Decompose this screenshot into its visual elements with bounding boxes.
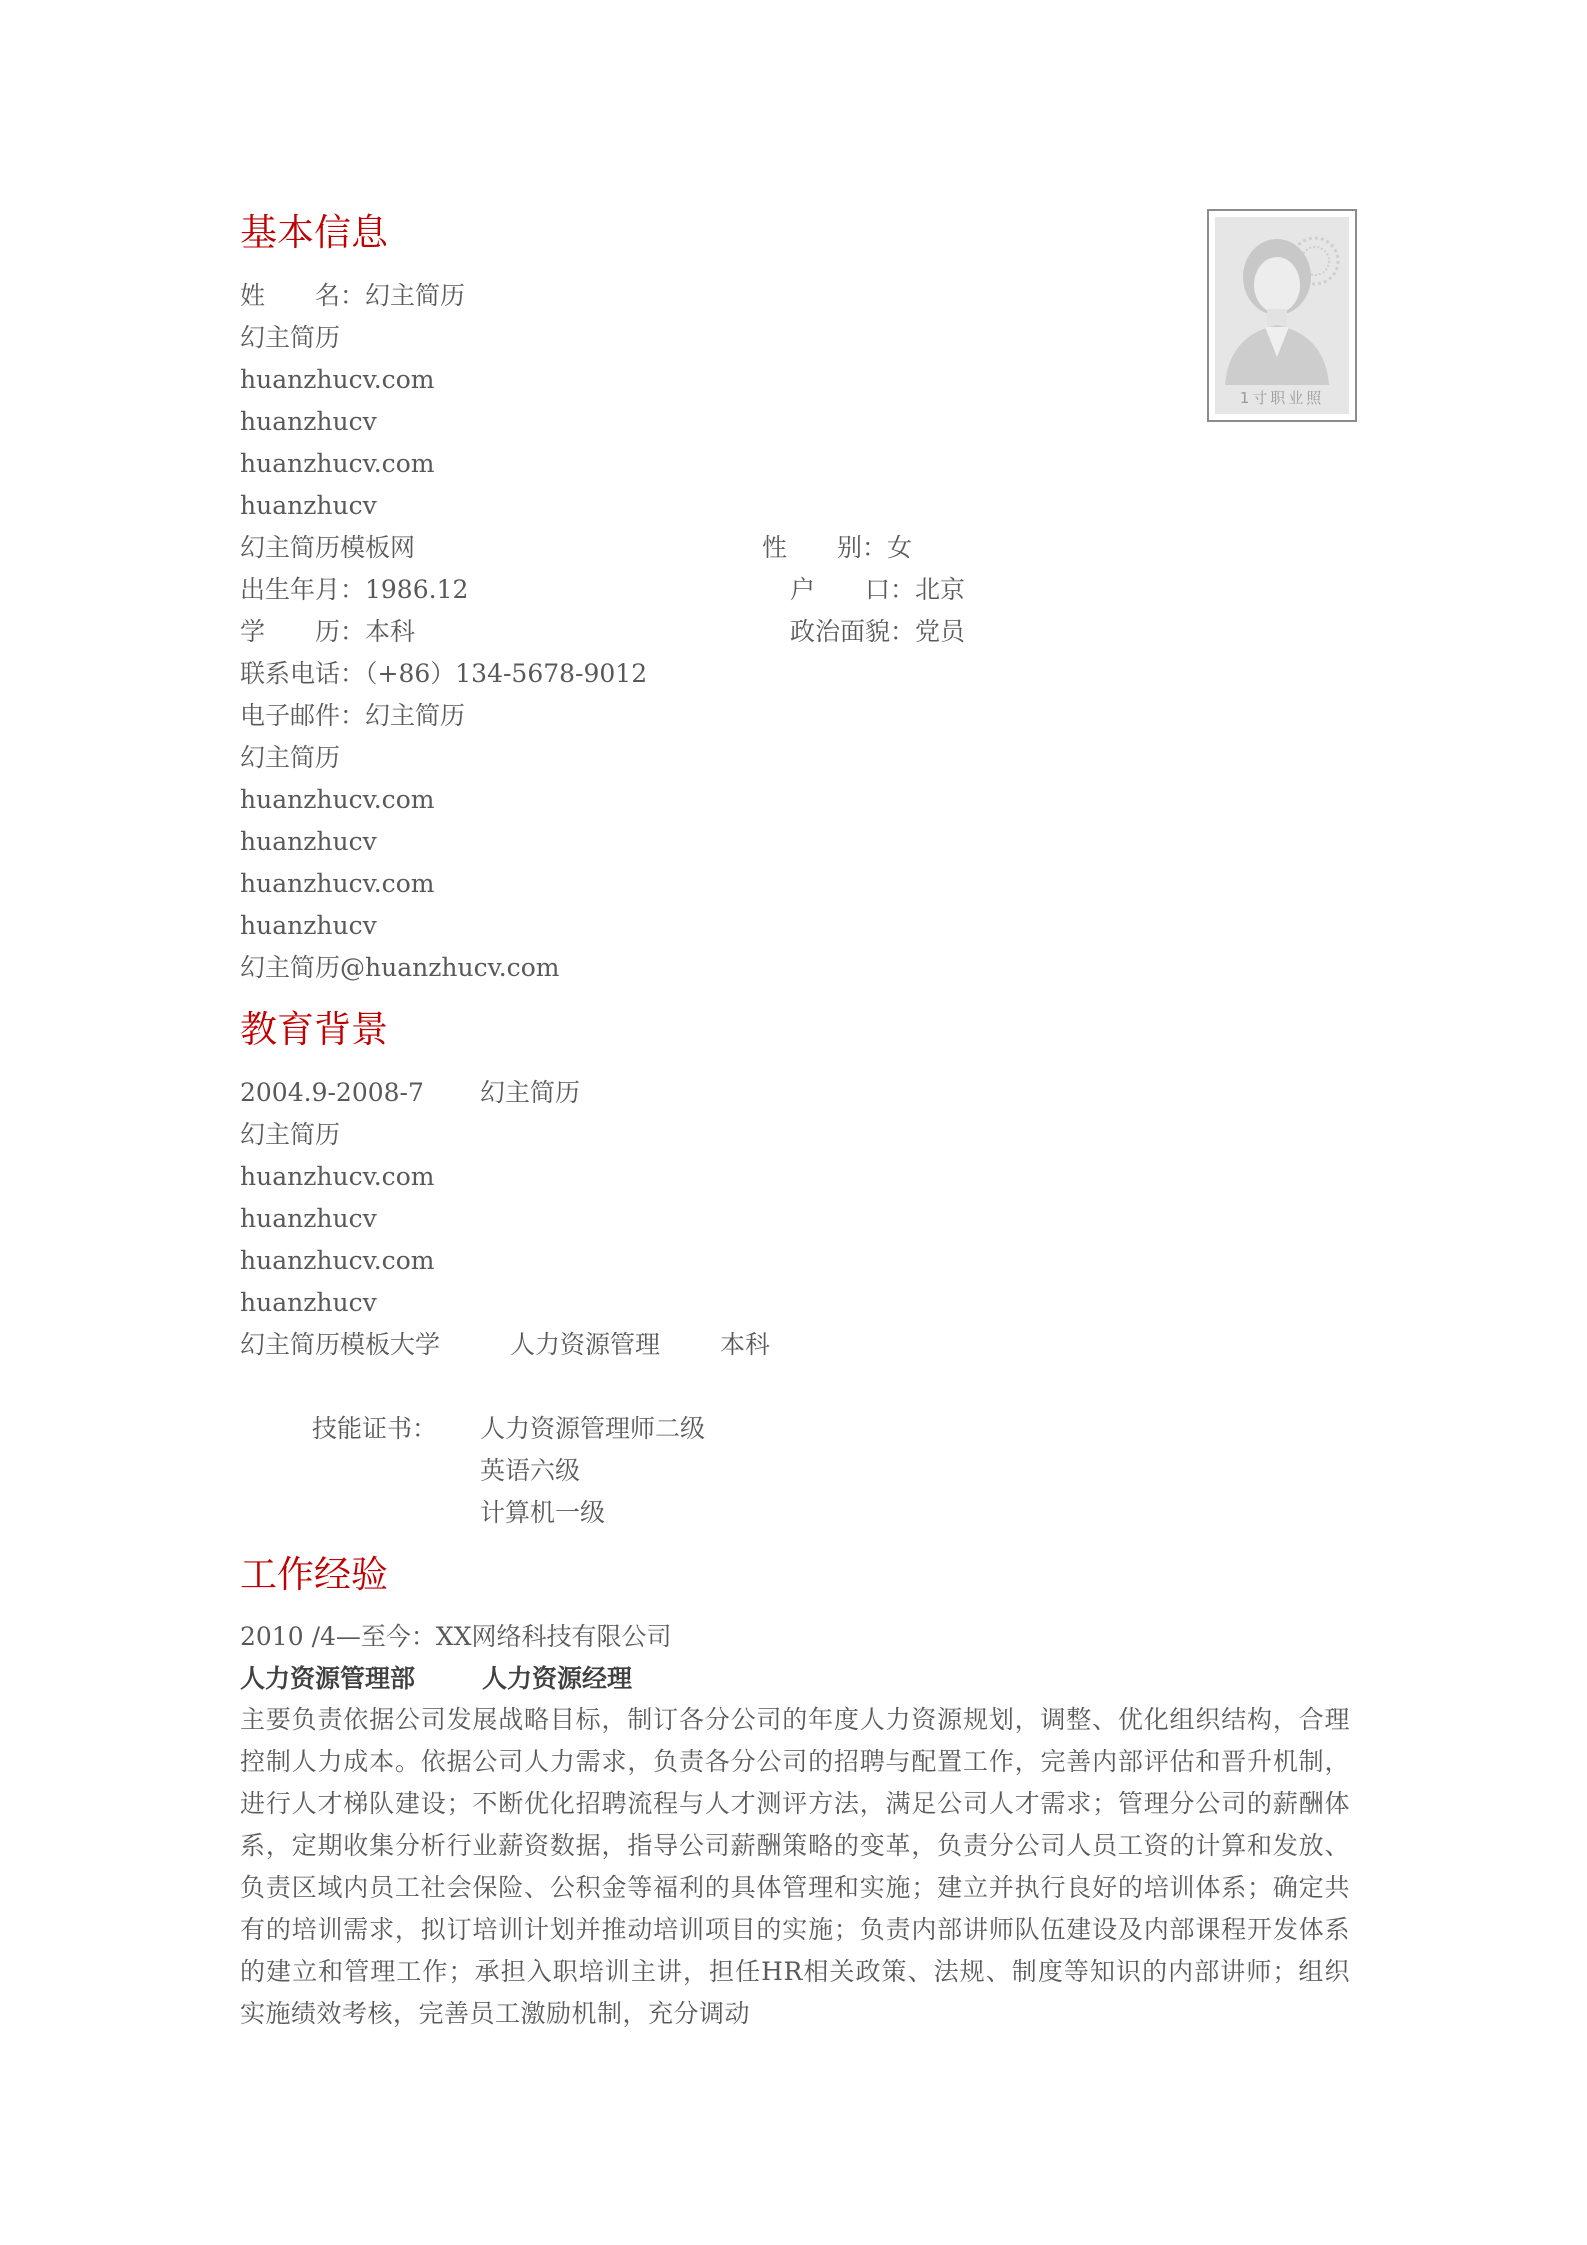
email-field: 电子邮件：幻主简历 [240, 701, 466, 730]
email-line: huanzhucv.com [240, 869, 435, 898]
basic-line: huanzhucv [240, 491, 377, 520]
work-title: 人力资源经理 [482, 1664, 633, 1693]
edu-school: 幻主简历模板大学 [240, 1330, 441, 1359]
edu-major: 人力资源管理 [510, 1330, 661, 1359]
section-heading-work: 工作经验 [240, 1553, 388, 1596]
work-department: 人力资源管理部 [240, 1664, 416, 1693]
basic-line: huanzhucv.com [240, 365, 435, 394]
edu-line: huanzhucv.com [240, 1162, 435, 1191]
gender-field: 性 别：女 [762, 533, 913, 562]
edu-line: huanzhucv [240, 1288, 377, 1317]
section-heading-basic-info: 基本信息 [240, 211, 388, 254]
photo-caption: 1寸职业照 [1239, 389, 1325, 407]
basic-line: 幻主简历 [240, 323, 341, 352]
phone-field: 联系电话：（+86）134-5678-9012 [240, 659, 648, 688]
cert-item: 英语六级 [480, 1456, 581, 1485]
work-description: 主要负责依据公司发展战略目标，制订各分公司的年度人力资源规划，调整、优化组织结构，合理控制人力成本。依据公司人力需求，负责各分公司的招聘与配置工作，完善内部评估和晋升机制，进行人才梯队建设；不断优化招聘流程与人才测评方法，满足公司人才需求；管理分公司的薪酬体系，定期收集分析行业薪资数据，指导公司薪酬策略的变革，负责分公司人员工资的计算和发放、负责区域内员工社会保险、公积金等福利的具体管理和实施；建立并执行良好的培训体系；确定共有的培训需求，拟订培训计划并推动培训项目的实施；负责内部讲师队伍建设及内部课程开发体系的建立和管理工作；承担入职培训主讲，担任HR相关政策、法规、制度等知识的内部讲师；组织实施绩效考核，完善员工激励机制，充分调动 [240, 1705, 1350, 2028]
edu-period: 2004.9-2008-7 [240, 1078, 424, 1107]
cert-item: 人力资源管理师二级 [480, 1414, 706, 1443]
email-line: huanzhucv [240, 911, 377, 940]
email-line: huanzhucv [240, 827, 377, 856]
hukou-field: 户 口：北京 [790, 575, 966, 604]
cert-label: 技能证书： [312, 1414, 438, 1443]
portrait-placeholder-icon [1215, 217, 1349, 414]
degree-field: 学 历：本科 [240, 617, 416, 646]
edu-line: huanzhucv.com [240, 1246, 435, 1275]
photo-frame [1207, 209, 1357, 422]
political-field: 政治面貌：党员 [790, 617, 966, 646]
edu-line: 幻主简历 [240, 1120, 341, 1149]
email-line: huanzhucv.com [240, 785, 435, 814]
email-address: 幻主简历@huanzhucv.com [240, 953, 560, 982]
edu-line: huanzhucv [240, 1204, 377, 1233]
section-heading-education: 教育背景 [240, 1008, 388, 1051]
email-line: 幻主简历 [240, 743, 341, 772]
cert-item: 计算机一级 [480, 1498, 606, 1527]
edu-level: 本科 [720, 1330, 771, 1359]
work-period-company: 2010 /4—至今：XX网络科技有限公司 [240, 1622, 672, 1651]
name-field: 姓 名：幻主简历 [240, 281, 466, 310]
basic-line: 幻主简历模板网 [240, 533, 416, 562]
basic-line: huanzhucv.com [240, 449, 435, 478]
edu-school-short: 幻主简历 [480, 1078, 581, 1107]
birth-field: 出生年月：1986.12 [240, 575, 469, 604]
basic-line: huanzhucv [240, 407, 377, 436]
